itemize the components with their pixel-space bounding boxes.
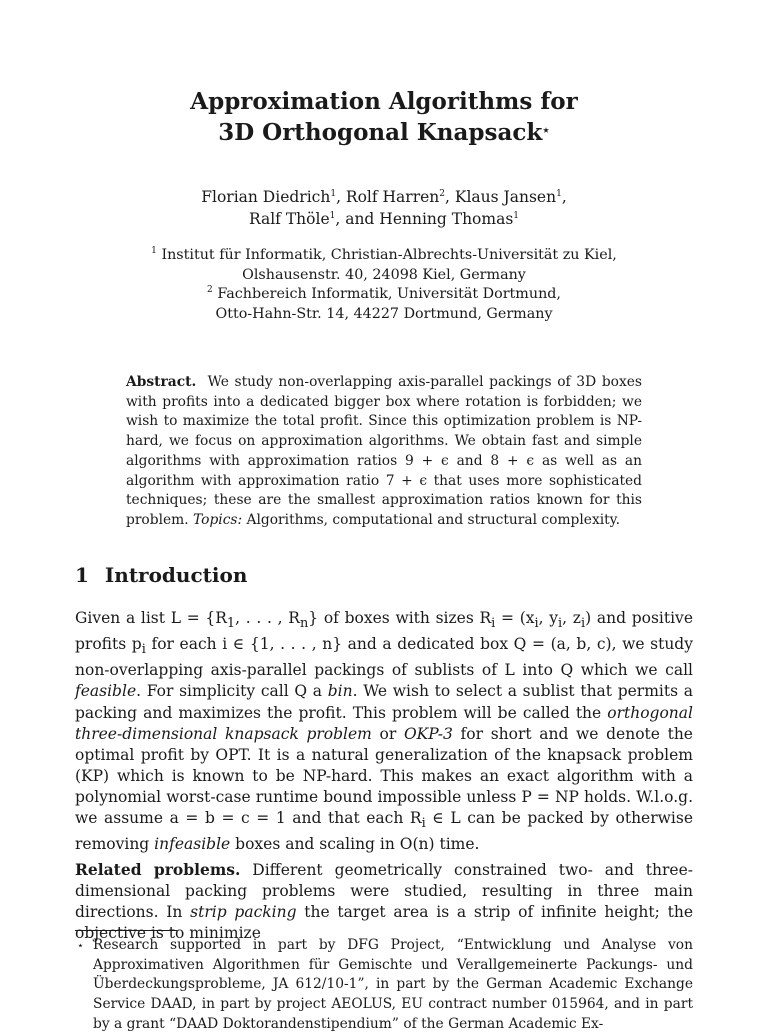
affiliations bbox=[0, 246, 768, 325]
term-okp-short: OKP-3 bbox=[403, 724, 453, 743]
affiliation-2-line-2: Otto-Hahn-Str. 14, 44227 Dortmund, Germany bbox=[215, 306, 553, 323]
footnote-rule bbox=[75, 930, 177, 931]
title-line-2 bbox=[0, 117, 768, 148]
text-run: ∈ L can be packed by otherwise removing bbox=[75, 809, 693, 854]
abstract-text: We study non-overlapping axis-parallel packings of 3D boxes with profits into a dedicated bigger box where rotation is forbidden; we wish to maximize the total profit. Since this optimization problem is NP-hard, we focus on approximation algorithms. We obtain fast and simple algorithms with approximation ratios 9 + ϵ and 8 + ϵ as well as an algorithm with approximation ratio 7 + ϵ that uses more sophisticated techniques; these are the smallest approximation ratios known for this problem. bbox=[126, 374, 642, 528]
section-title: Introduction bbox=[104, 563, 248, 587]
subscript: i bbox=[580, 616, 586, 632]
subscript: i bbox=[141, 642, 146, 658]
topics-label: Topics: bbox=[193, 511, 243, 528]
subscript: i bbox=[534, 616, 539, 632]
author-affiliation: 1 bbox=[513, 210, 520, 221]
affiliation-1-line-1 bbox=[0, 246, 768, 266]
footnote-text: Research supported in part by DFG Project, “Entwicklung und Analyse von Approximativen Algorithmen für Gemischte und Verallgemeinerte Packungs- und Überdeckungsprobleme, JA 612/10-1”, in part by the German Academic Exchange Service DAAD, in part by project AEOLUS, EU contract number 015964, and in part by a grant “DAAD Doktorandenstipendium” of the German Academic Ex- bbox=[93, 937, 693, 1032]
affiliation-1-line-2: Olshausenstr. 40, 24098 Kiel, Germany bbox=[242, 266, 526, 283]
text-run: or bbox=[371, 724, 404, 743]
author-affiliation: 1 bbox=[556, 188, 562, 199]
author-name: Henning Thomas bbox=[379, 210, 514, 228]
subscript: i bbox=[491, 616, 496, 632]
subscript: 1 bbox=[226, 616, 236, 632]
term-strip-packing: strip packing bbox=[190, 903, 297, 922]
author-name: Florian Diedrich bbox=[201, 188, 331, 206]
topics-text: Algorithms, computational and structural complexity. bbox=[246, 511, 621, 528]
abstract bbox=[126, 373, 642, 531]
affiliation-text: Institut für Informatik, Christian-Albrechts-Universität zu Kiel, bbox=[161, 247, 617, 263]
text-run: } of boxes with sizes R bbox=[308, 609, 492, 627]
term-bin: bin bbox=[327, 682, 353, 701]
footnote bbox=[77, 936, 693, 1035]
text-run: for short and we denote the optimal profit by OPT. It is a natural generalization of the knapsack problem (KP) which is known to be NP-hard. This makes an exact algorithm with a polynomial worst-case runtime bound impossible unless P = NP holds. W.l.o.g. we assume a = b = c = 1 and that each R bbox=[75, 724, 693, 828]
term-feasible: feasible bbox=[75, 682, 137, 701]
author-separator: , bbox=[445, 188, 455, 206]
text-run: , z bbox=[562, 609, 581, 627]
author-name: Klaus Jansen bbox=[454, 188, 557, 206]
text-run: boxes and scaling in O(n) time. bbox=[230, 835, 480, 854]
section-number: 1 bbox=[75, 563, 89, 587]
affiliation-2-line-1 bbox=[0, 285, 768, 305]
text-run: = (x bbox=[495, 609, 535, 627]
affiliation-number: 2 bbox=[207, 285, 213, 296]
author-separator: , bbox=[561, 188, 567, 206]
subscript: n bbox=[299, 616, 309, 632]
related-label: Related problems. bbox=[75, 860, 241, 879]
author-affiliation: 1 bbox=[329, 210, 336, 221]
term-okp-long: orthogonal three-dimensional knapsack problem bbox=[75, 703, 693, 743]
title-line-2-text: 3D Orthogonal Knapsack bbox=[218, 119, 543, 146]
author-list bbox=[0, 186, 768, 230]
subscript: i bbox=[421, 816, 426, 832]
text-run: , y bbox=[538, 609, 559, 627]
title-line-1: Approximation Algorithms for bbox=[190, 88, 578, 115]
abstract-label: Abstract. bbox=[126, 374, 197, 390]
text-run: , . . . , R bbox=[235, 609, 300, 627]
affiliation-text: Fachbereich Informatik, Universität Dortmund, bbox=[217, 286, 561, 303]
author-line-1 bbox=[0, 186, 768, 208]
footnote-mark: ⋆ bbox=[77, 939, 84, 952]
intro-paragraph bbox=[75, 608, 693, 855]
text-run: . We wish to select a sublist that permits a packing and maximizes the profit. This problem will be called the bbox=[75, 682, 693, 722]
title-footnote-mark: ⋆ bbox=[542, 123, 550, 137]
author-line-2 bbox=[0, 208, 768, 230]
author-affiliation: 2 bbox=[439, 188, 446, 199]
subscript: i bbox=[558, 616, 563, 632]
text-run: the target area is a strip of infinite height; the objective is to minimize bbox=[75, 903, 694, 943]
author-affiliation: 1 bbox=[330, 188, 337, 199]
author-name: Rolf Harren bbox=[345, 188, 440, 206]
text-run: Different geometrically constrained two- and three-dimensional packing problems were studied, resulting in three main directions. In bbox=[75, 861, 693, 922]
text-run: . For simplicity call Q a bbox=[136, 682, 328, 701]
author-name: Ralf Thöle bbox=[248, 210, 330, 228]
text-run: Given a list L = {R bbox=[75, 609, 227, 627]
section-heading bbox=[75, 563, 247, 587]
author-separator: , and bbox=[335, 210, 380, 228]
term-infeasible: infeasible bbox=[154, 835, 231, 854]
author-separator: , bbox=[336, 188, 346, 206]
related-paragraph bbox=[75, 859, 693, 944]
affiliation-number: 1 bbox=[151, 246, 157, 257]
text-run: for each i ∈ {1, . . . , n} and a dedicated box Q = (a, b, c), we study non-overlapping axis-parallel packings of sublists of L into Q which we call bbox=[75, 635, 693, 680]
text-run: ) and positive profits p bbox=[75, 609, 693, 654]
paper-title bbox=[0, 86, 768, 148]
